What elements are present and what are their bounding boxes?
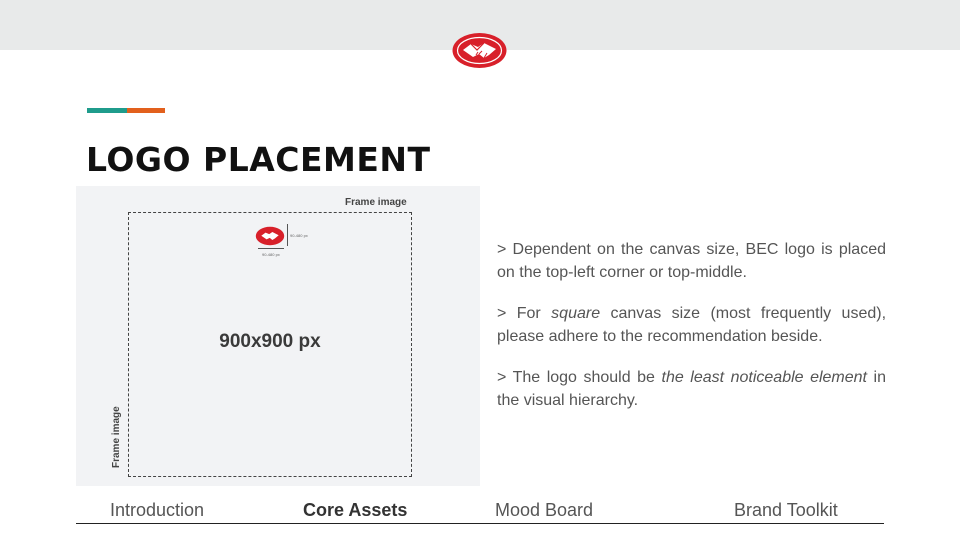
p3-emphasis: the least noticeable element — [661, 369, 868, 386]
nav-core-assets[interactable]: Core Assets — [303, 500, 408, 520]
logo-height-note: 90-480 px — [290, 233, 308, 238]
frame-top-label: Frame image — [345, 197, 407, 208]
accent-teal — [87, 108, 127, 113]
canvas-size-label: 900x900 px — [219, 331, 321, 352]
nav-brand-toolkit[interactable]: Brand Toolkit — [734, 500, 838, 520]
frame-side-label: Frame image — [111, 406, 122, 468]
description-paragraph-2 — [497, 302, 886, 348]
bottom-nav — [76, 500, 884, 524]
nav-introduction[interactable]: Introduction — [110, 500, 205, 520]
p2-emphasis: square — [551, 305, 601, 322]
accent-bar — [87, 108, 165, 113]
description-paragraph-3 — [497, 366, 886, 412]
description-paragraph-1: > Dependent on the canvas size, BEC logo is placed on the top-left corner or top-middle. — [497, 241, 886, 281]
description — [497, 238, 886, 430]
logo-width-note: 90-480 px — [262, 252, 280, 257]
mini-logo-icon — [255, 226, 285, 246]
logo-width-guide — [258, 248, 284, 249]
handshake-logo-icon — [451, 32, 508, 69]
p3-suffix: in the visual hierarchy. — [497, 369, 887, 409]
accent-orange — [127, 108, 165, 113]
p2-prefix: > For — [497, 305, 552, 322]
canvas-size-wrap — [0, 331, 540, 353]
p2-suffix: canvas size (most frequently used), please adhere to the recommendation beside. — [497, 305, 887, 345]
slide-title: LOGO PLACEMENT — [86, 140, 431, 179]
nav-mood-board[interactable]: Mood Board — [495, 500, 594, 520]
p3-prefix: > The logo should be — [497, 369, 662, 386]
logo-height-guide — [287, 224, 288, 246]
